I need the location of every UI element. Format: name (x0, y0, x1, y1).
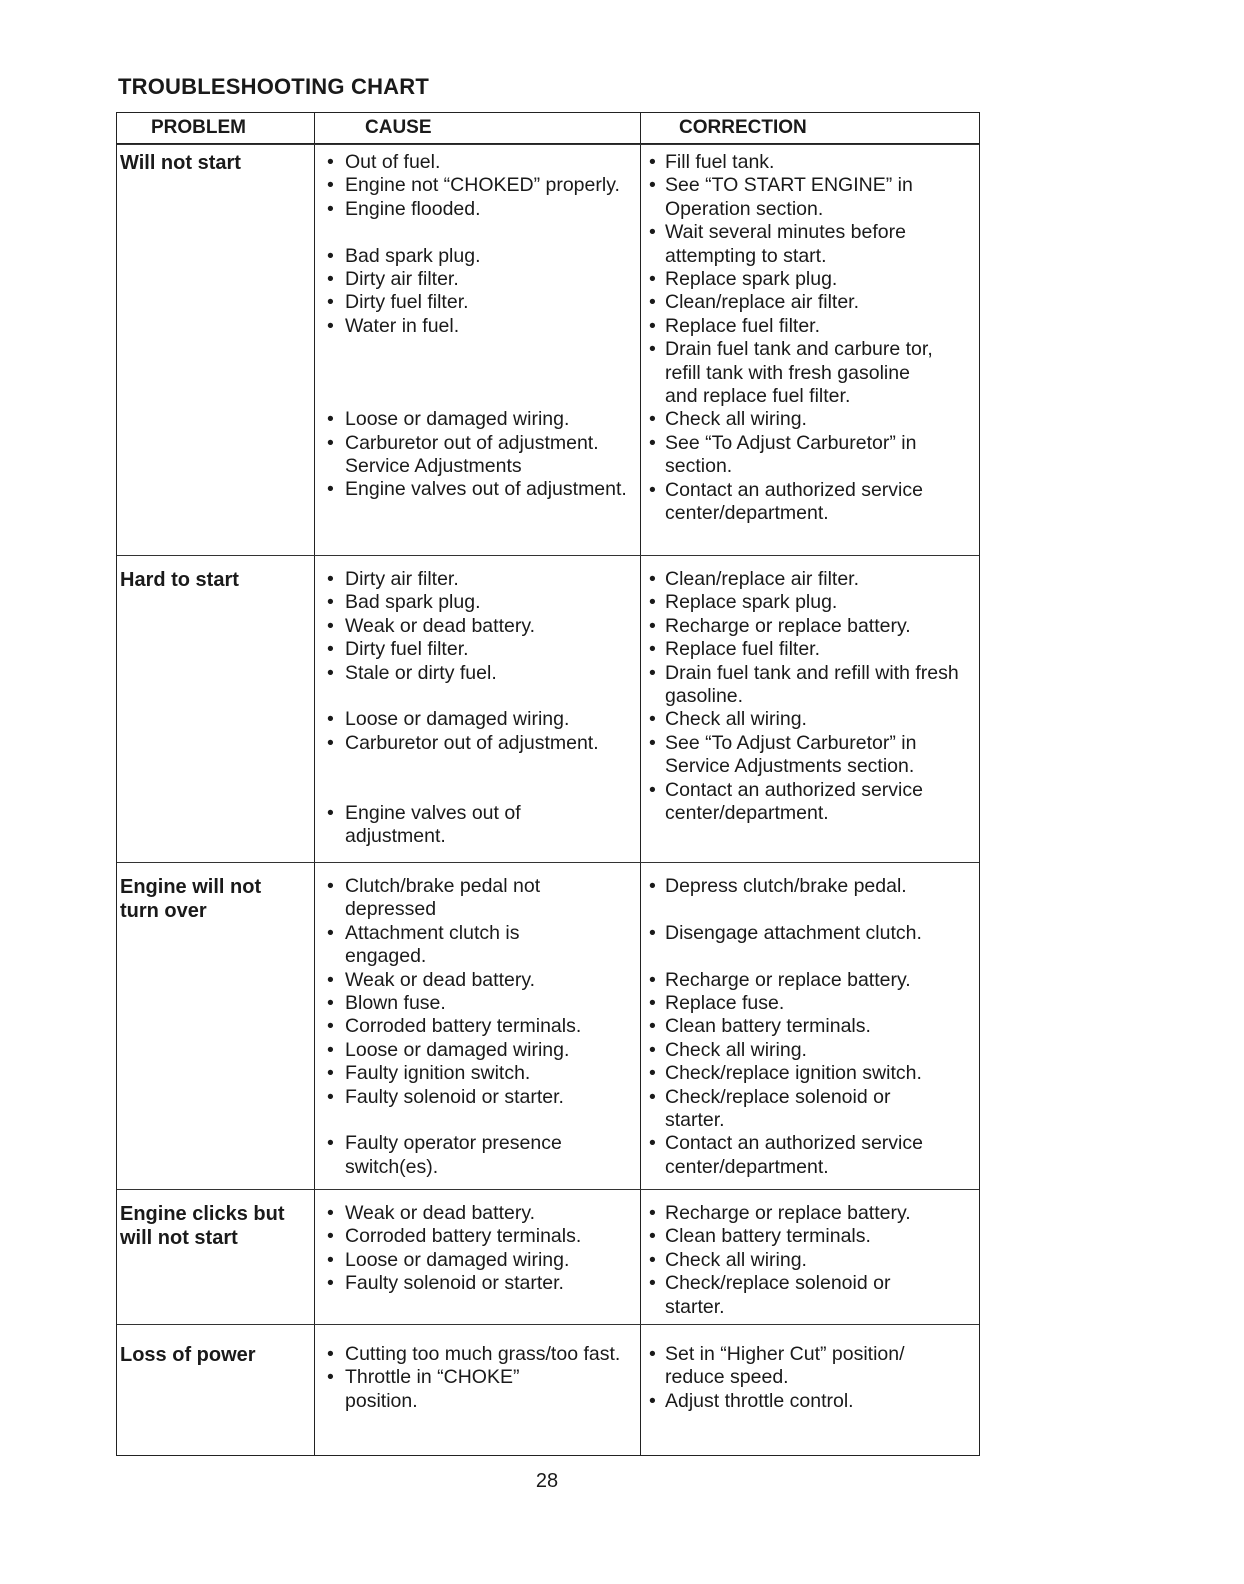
correction-item: • Clean/replace air filter. (641, 568, 975, 591)
correction-item: • Replace fuel filter. (641, 638, 975, 661)
cause-item: • Engine valves out of adjustment. (315, 478, 636, 501)
cause-item: • Faulty solenoid or starter. (315, 1272, 636, 1295)
correction-item: • Check/replace ignition switch. (641, 1062, 975, 1085)
problem-cell: Loss of power (117, 1325, 315, 1455)
cause-item: • Stale or dirty fuel. (315, 662, 636, 685)
table-row (117, 1324, 979, 1455)
page-title: TROUBLESHOOTING CHART (118, 74, 429, 99)
cause-cell (315, 863, 641, 1189)
cause-item: • Loose or damaged wiring. (315, 1249, 636, 1272)
correction-item: • See “To Adjust Carburetor” in Service Adjustments section. (641, 732, 975, 779)
troubleshooting-table (116, 112, 980, 1456)
correction-item: • Replace fuse. (641, 992, 975, 1015)
cause-item: • Attachment clutch is engaged. (315, 922, 636, 969)
correction-item: • Recharge or replace battery. (641, 615, 975, 638)
header-correction: CORRECTION (679, 117, 807, 138)
correction-item: • Drain fuel tank and carbure tor, refill tank with fresh gasoline and replace fuel filter. (641, 338, 975, 408)
cause-item: • Dirty fuel filter. (315, 638, 636, 661)
correction-item: • Contact an authorized service center/department. (641, 779, 975, 826)
cause-item: • Bad spark plug. (315, 591, 636, 614)
correction-item: • Check all wiring. (641, 1039, 975, 1062)
correction-cell (641, 1190, 979, 1324)
correction-item: • Drain fuel tank and refill with fresh gasoline. (641, 662, 975, 709)
correction-item: • Replace fuel filter. (641, 315, 975, 338)
cause-item: • Faulty operator presence switch(es). (315, 1132, 636, 1179)
cause-item: • Engine valves out of adjustment. (315, 802, 636, 849)
table-row (117, 1189, 979, 1324)
header-problem: PROBLEM (117, 113, 315, 143)
cause-item: • Dirty fuel filter. (315, 291, 636, 314)
correction-item: • Disengage attachment clutch. (641, 922, 975, 945)
correction-item: • Check all wiring. (641, 1249, 975, 1272)
header-cause: CAUSE (315, 113, 641, 143)
correction-item: • Check/replace solenoid or starter. (641, 1086, 975, 1133)
correction-item: • Check/replace solenoid or starter. (641, 1272, 975, 1319)
correction-item: • Recharge or replace battery. (641, 969, 975, 992)
correction-item: • See “To Adjust Carburetor” in section. (641, 432, 975, 479)
correction-item: • Recharge or replace battery. (641, 1202, 975, 1225)
correction-item: • Contact an authorized service center/department. (641, 1132, 975, 1179)
correction-item: • See “TO START ENGINE” in Operation section. (641, 174, 975, 221)
cause-cell (315, 145, 641, 555)
correction-item: • Clean battery terminals. (641, 1015, 975, 1038)
problem-cell: Engine clicks but will not start (117, 1190, 315, 1324)
cause-item: • Water in fuel. (315, 315, 636, 338)
cause-cell (315, 556, 641, 862)
correction-cell (641, 1325, 979, 1455)
correction-item: • Clean/replace air filter. (641, 291, 975, 314)
table-row (117, 144, 979, 555)
correction-item: • Check all wiring. (641, 408, 975, 431)
cause-item: • Cutting too much grass/too fast. (315, 1343, 636, 1366)
correction-item: • Clean battery terminals. (641, 1225, 975, 1248)
cause-item: • Blown fuse. (315, 992, 636, 1015)
cause-item: • Loose or damaged wiring. (315, 708, 636, 731)
cause-item: • Corroded battery terminals. (315, 1225, 636, 1248)
cause-item: • Faulty solenoid or starter. (315, 1086, 636, 1109)
cause-item: • Loose or damaged wiring. (315, 1039, 636, 1062)
cause-item: • Corroded battery terminals. (315, 1015, 636, 1038)
problem-cell: Hard to start (117, 556, 315, 862)
correction-item: • Depress clutch/brake pedal. (641, 875, 975, 898)
correction-item: • Check all wiring. (641, 708, 975, 731)
problem-cell: Will not start (117, 145, 315, 555)
page-number: 28 (535, 1470, 559, 1492)
cause-item: • Out of fuel. (315, 151, 636, 174)
problem-cell: Engine will not turn over (117, 863, 315, 1189)
cause-cell (315, 1325, 641, 1455)
table-header (117, 113, 979, 144)
cause-item: • Weak or dead battery. (315, 969, 636, 992)
correction-item: • Replace spark plug. (641, 268, 975, 291)
cause-item: • Carburetor out of adjustment. (315, 732, 636, 755)
correction-item: • Replace spark plug. (641, 591, 975, 614)
correction-item: • Set in “Higher Cut” position/ reduce speed. (641, 1343, 975, 1390)
cause-item: • Faulty ignition switch. (315, 1062, 636, 1085)
cause-item: • Clutch/brake pedal not depressed (315, 875, 636, 922)
cause-item: • Weak or dead battery. (315, 1202, 636, 1225)
table-row (117, 862, 979, 1189)
correction-item: • Fill fuel tank. (641, 151, 975, 174)
cause-item: • Dirty air filter. (315, 268, 636, 291)
correction-cell (641, 863, 979, 1189)
cause-item: • Loose or damaged wiring. (315, 408, 636, 431)
cause-item: • Engine flooded. (315, 198, 636, 221)
cause-item: • Throttle in “CHOKE” position. (315, 1366, 636, 1413)
correction-item: • Adjust throttle control. (641, 1390, 975, 1413)
correction-cell (641, 556, 979, 862)
cause-item: • Carburetor out of adjustment. Service Adjustments (315, 432, 636, 479)
cause-item: • Dirty air filter. (315, 568, 636, 591)
cause-item: • Bad spark plug. (315, 245, 636, 268)
correction-item: • Contact an authorized service center/department. (641, 479, 975, 526)
cause-cell (315, 1190, 641, 1324)
correction-cell (641, 145, 979, 555)
table-row (117, 555, 979, 862)
cause-item: • Engine not “CHOKED” properly. (315, 174, 636, 197)
correction-item: • Wait several minutes before attempting to start. (641, 221, 975, 268)
cause-item: • Weak or dead battery. (315, 615, 636, 638)
